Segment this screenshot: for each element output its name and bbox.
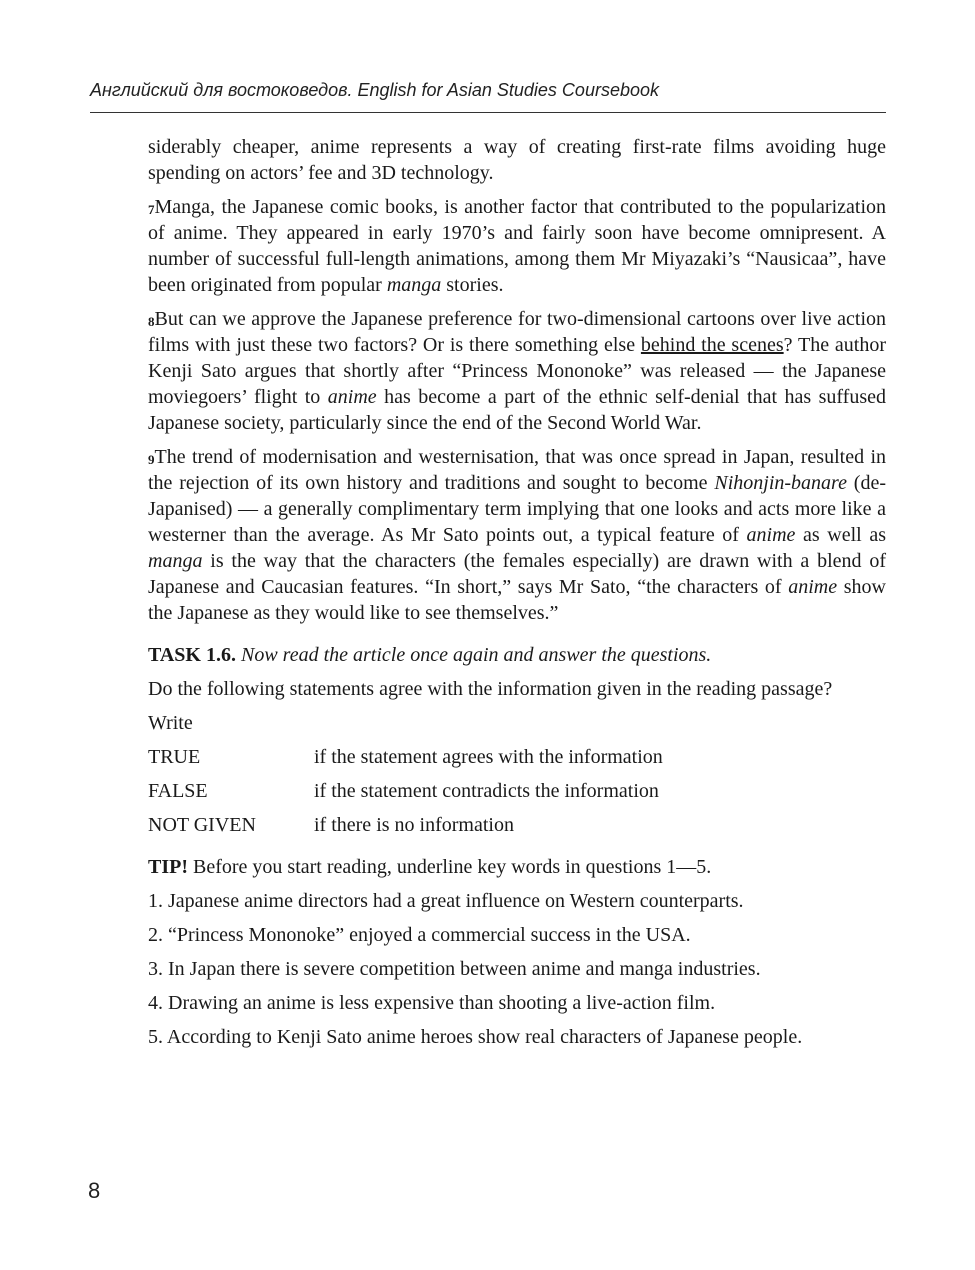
task-label: TASK 1.6. [148,644,236,666]
paragraph-text: But can we approve the Japanese preference for two-dimensional cartoons over live action films with just these two factors? Or is there something else [148,308,886,356]
page-number: 8 [88,1178,101,1203]
statement-item: 3. In Japan there is severe competition between anime and manga industries. [148,958,761,980]
emphasis-term: anime [327,386,377,408]
underlined-phrase: behind the scenes [640,334,784,356]
paragraph-7 [148,194,886,298]
emphasis-term: anime [788,576,838,598]
paragraph-text: The trend of modernisation and westernisation, that was once spread in Japan, resulted in the rejection of its own history and traditions and sought to become [148,446,886,494]
paragraph-8 [148,306,886,436]
emphasis-term: manga [148,550,203,572]
paragraph-text: Manga, the Japanese comic books, is another factor that contributed to the popularization of anime. They appeared in early 1970’s and fairly soon have become omnipresent. A number of successful full-length animations, among them Mr Miyazaki’s “Nausicaa”, have been originated from popular [148,196,886,296]
answer-option-key: TRUE [148,746,201,768]
header-divider [90,112,886,113]
paragraph-number: 8 [148,314,155,329]
paragraph-9 [148,444,886,626]
tip [148,854,886,880]
paragraph-text: is the way that the characters (the females especially) are drawn with a blend of Japanese and Caucasian features. “In short,” says Mr Sato, “the characters of [148,550,886,598]
paragraph-text: ? The author Kenji Sato argues that shortly after “Princess Mononoke” was released — the Japanese moviegoers’ flight to [148,334,886,408]
paragraph-text: stories. [441,274,504,296]
task-heading [148,642,886,668]
answer-option-desc: if there is no information [314,814,514,836]
tip-text: Before you start reading, underline key words in questions 1—5. [188,856,712,878]
emphasis-term: Nihonjin-banare [714,472,847,494]
write-label: Write [148,712,193,734]
answer-option [148,778,886,804]
statement-item: 1. Japanese anime directors had a great influence on Western counterparts. [148,890,744,912]
task-question: Do the following statements agree with the information given in the reading passage? [148,678,833,700]
answer-option-desc: if the statement agrees with the information [314,746,663,768]
paragraph-text: show the Japanese as they would like to see themselves.” [148,576,886,624]
answer-option [148,744,886,770]
statement-item: 5. According to Kenji Sato anime heroes show real characters of Japanese people. [148,1026,803,1048]
task-instruction: Now read the article once again and answer the questions. [240,644,712,666]
emphasis-term: manga [386,274,442,296]
answer-option-desc: if the statement contradicts the information [314,780,659,802]
answer-option-key: NOT GIVEN [148,814,256,836]
emphasis-term: anime [746,524,796,546]
paragraph-text: as well as [795,524,886,546]
statement-item: 2. “Princess Mononoke” enjoyed a commercial success in the USA. [148,924,691,946]
paragraph-number: 9 [148,452,155,467]
paragraph-number: 7 [148,202,155,217]
statement-item: 4. Drawing an anime is less expensive than shooting a live-action film. [148,992,716,1014]
paragraph-continued: siderably cheaper, anime represents a way of creating first-rate films avoiding huge spending on actors’ fee and 3D technology. [148,136,886,184]
running-header: Английский для востоковедов. English for Asian Studies Coursebook [90,80,659,100]
paragraph-text: (de-Japanised) — a generally complimentary term implying that one looks and acts more like a westerner than the average. As Mr Sato points out, a typical feature of [148,472,887,546]
answer-option [148,812,886,838]
tip-label: TIP! [148,856,188,878]
page-content [148,134,886,1050]
paragraph-text: has become a part of the ethnic self-denial that has suffused Japanese society, particularly since the end of the Second World War. [148,386,886,434]
answer-option-key: FALSE [148,780,208,802]
